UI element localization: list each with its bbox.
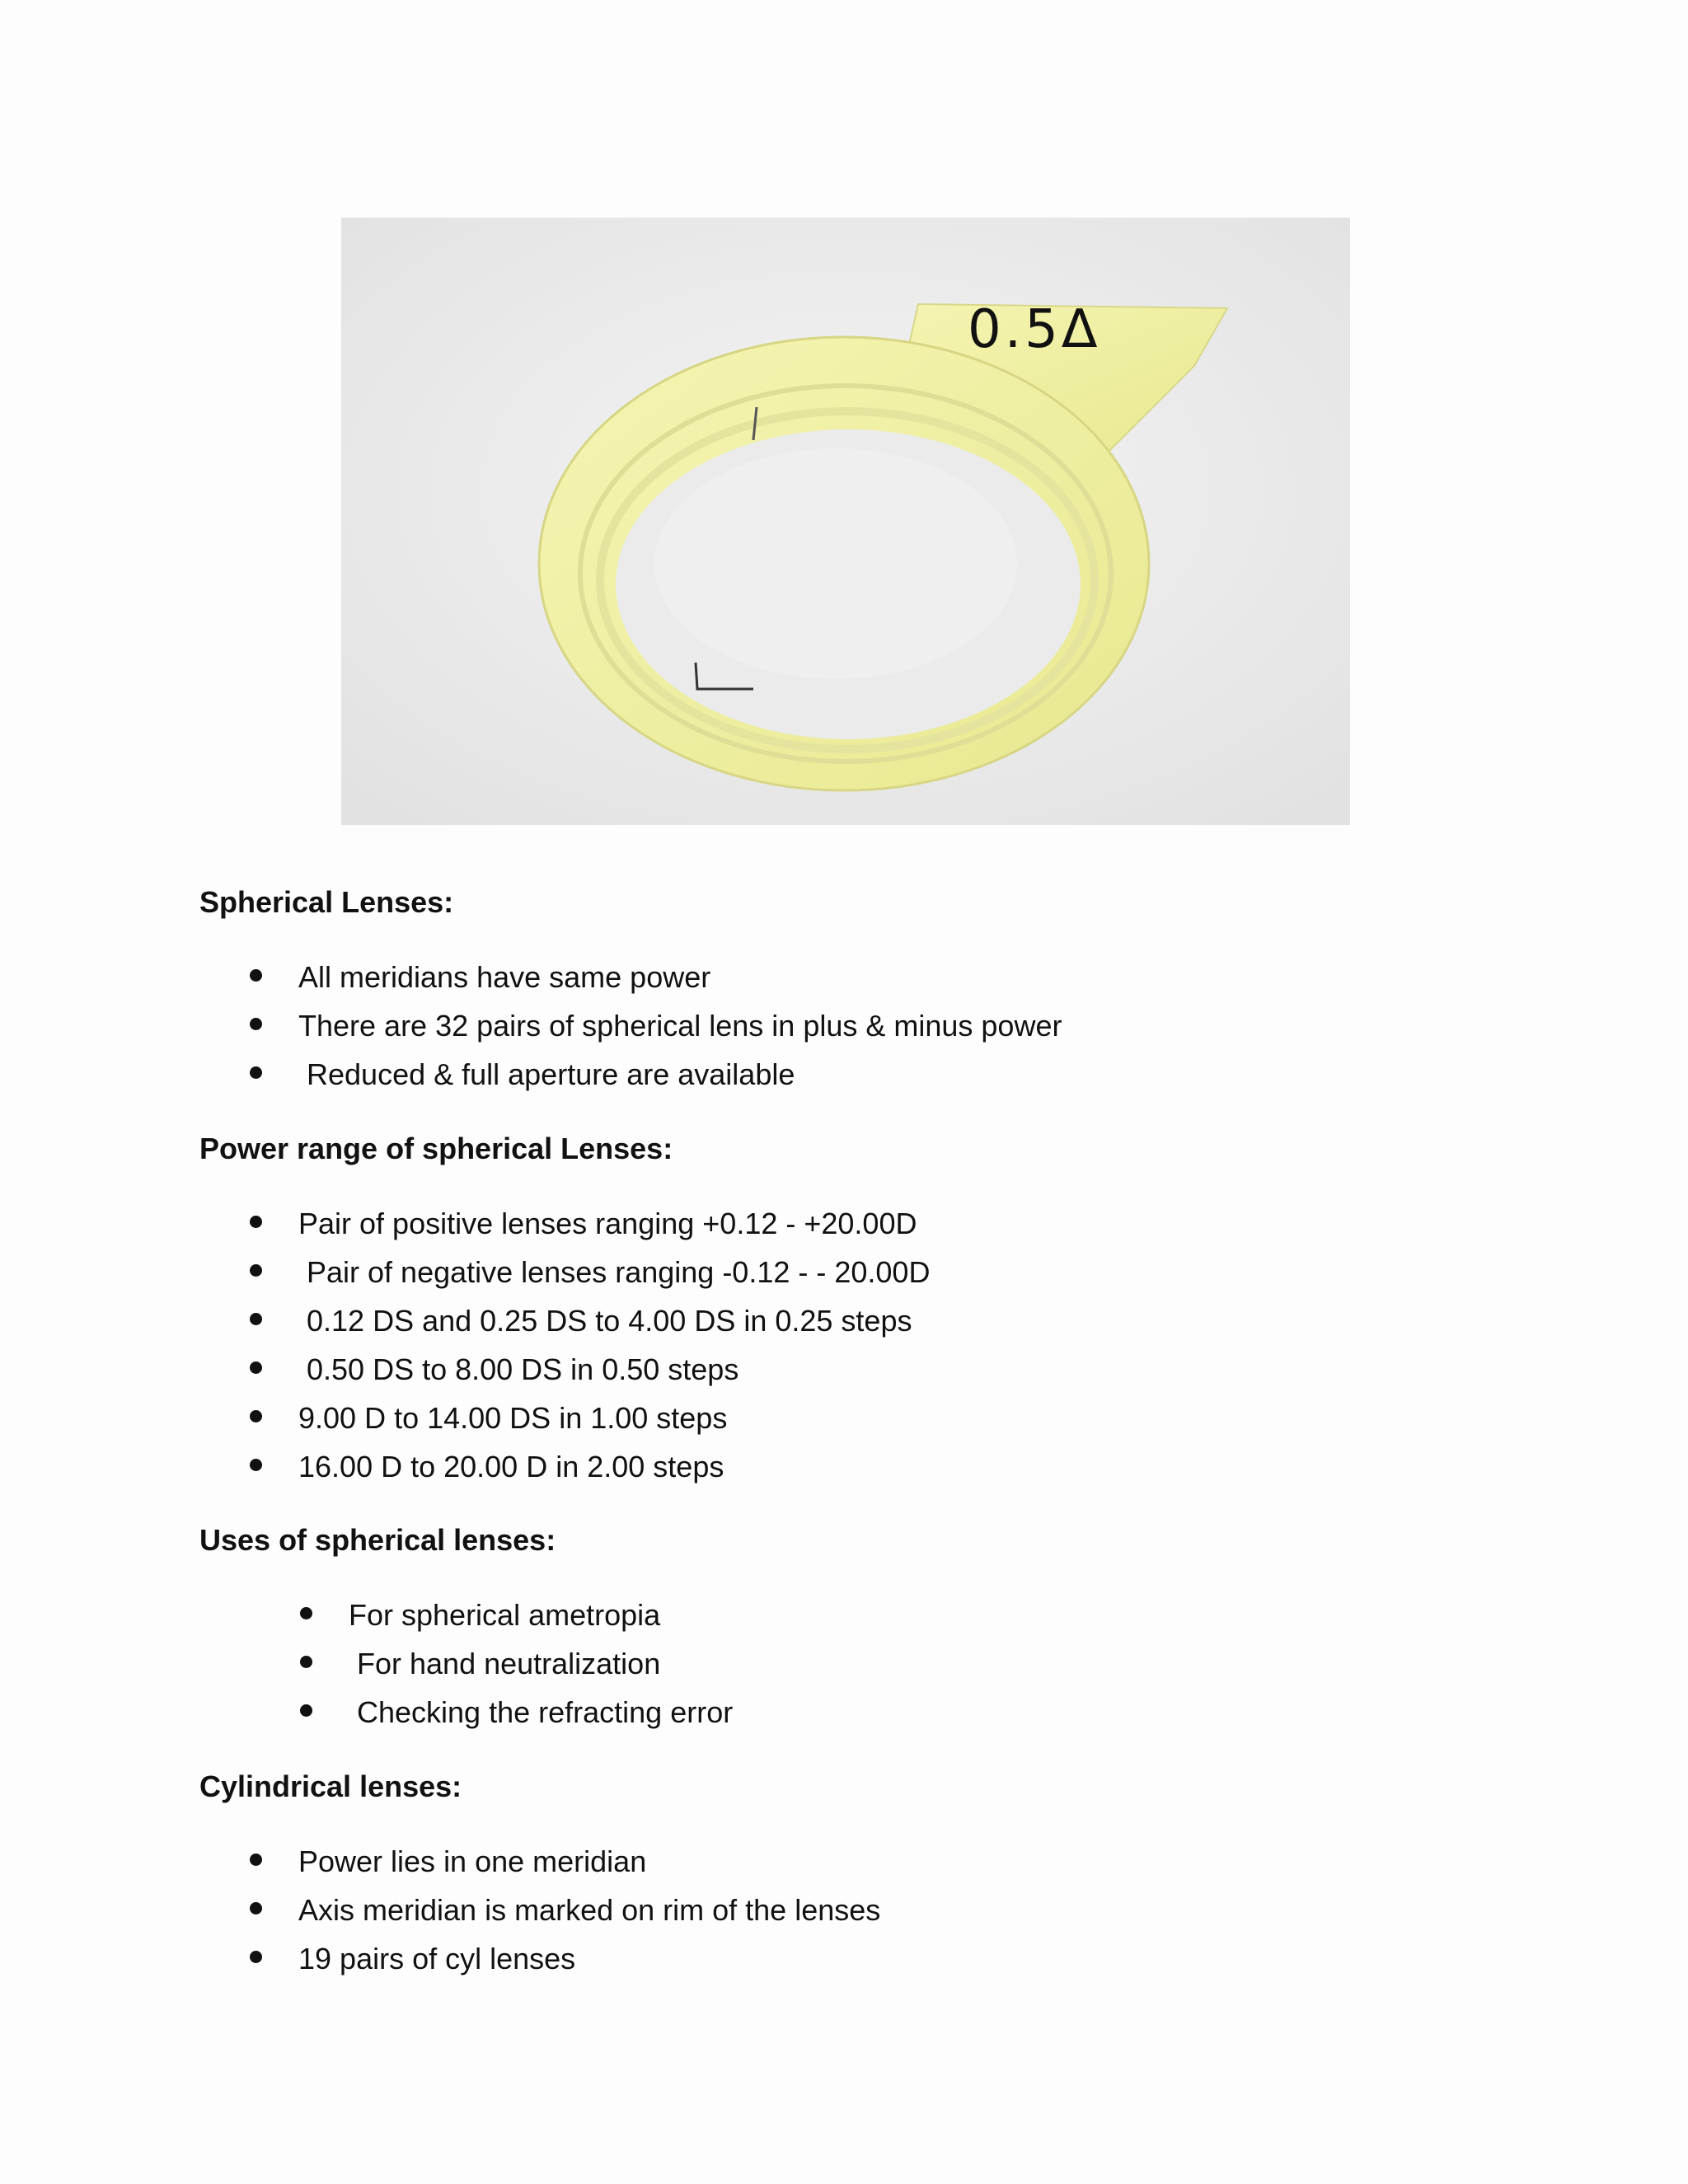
bullet-icon — [250, 1410, 262, 1422]
list-item-text: Power lies in one meridian — [298, 1844, 647, 1878]
list-item-text: For hand neutralization — [357, 1647, 661, 1680]
bullet-icon — [300, 1656, 312, 1668]
bullet-icon — [250, 1459, 262, 1471]
bullet-icon — [250, 1018, 262, 1030]
list-item-text: 9.00 D to 14.00 DS in 1.00 steps — [298, 1401, 728, 1435]
list-item-text: All meridians have same power — [298, 960, 711, 994]
lens-photo — [341, 218, 1350, 825]
lens-glass-highlight — [654, 448, 1017, 679]
list-item-text: Checking the refracting error — [357, 1695, 734, 1729]
section-heading-spherical-lenses: Spherical Lenses: — [199, 885, 454, 919]
bullet-icon — [250, 1951, 262, 1963]
list-item-text: 19 pairs of cyl lenses — [298, 1942, 576, 1975]
list-item-text: There are 32 pairs of spherical lens in plus & minus power — [298, 1009, 1062, 1043]
list-item-text: 0.12 DS and 0.25 DS to 4.00 DS in 0.25 steps — [307, 1304, 912, 1338]
bullet-icon — [250, 969, 262, 982]
list-item-text: Pair of positive lenses ranging +0.12 - +20.00D — [298, 1207, 917, 1240]
bullet-icon — [300, 1704, 312, 1717]
bullet-icon — [250, 1902, 262, 1915]
bullet-icon — [250, 1066, 262, 1079]
list-item-text: For spherical ametropia — [349, 1598, 661, 1632]
bullet-icon — [250, 1854, 262, 1866]
trial-lens-illustration — [341, 218, 1350, 825]
list-item-text: Axis meridian is marked on rim of the lenses — [298, 1893, 881, 1927]
bullet-icon — [250, 1361, 262, 1374]
list-item-text: Reduced & full aperture are available — [307, 1057, 795, 1091]
bullet-icon — [300, 1607, 312, 1619]
section-heading-cylindrical-lenses: Cylindrical lenses: — [199, 1769, 462, 1803]
section-heading-power-range: Power range of spherical Lenses: — [199, 1132, 673, 1165]
list-item-text: 16.00 D to 20.00 D in 2.00 steps — [298, 1450, 724, 1483]
list-item-text: Pair of negative lenses ranging -0.12 - - 20.00D — [307, 1255, 931, 1289]
bullet-icon — [250, 1313, 262, 1325]
bullet-icon — [250, 1216, 262, 1228]
lens-power-label: 0.5Δ — [968, 299, 1101, 360]
section-heading-uses: Uses of spherical lenses: — [199, 1523, 556, 1557]
list-item-text: 0.50 DS to 8.00 DS in 0.50 steps — [307, 1352, 739, 1386]
bullet-icon — [250, 1264, 262, 1277]
